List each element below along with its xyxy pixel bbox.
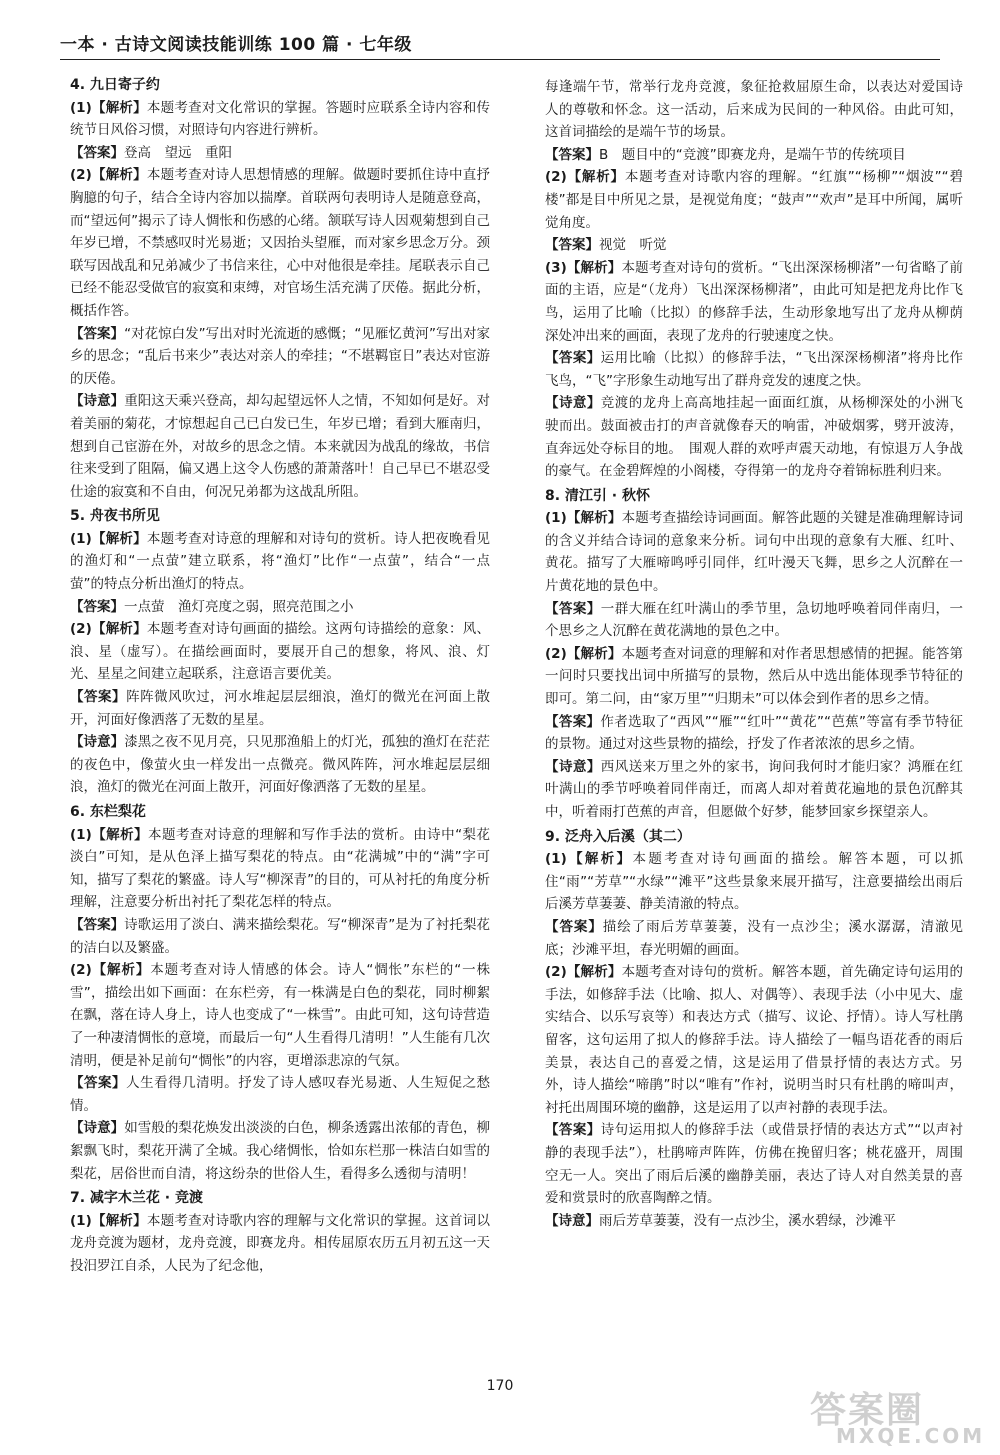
section-tag: 【答案】 bbox=[545, 146, 599, 163]
section-tag: (1)【解析】 bbox=[545, 510, 622, 527]
paragraph-text: B 题目中的“竞渡”即赛龙舟，是端午节的传统项目 bbox=[599, 146, 906, 163]
paragraph-text: 如雪般的梨花焕发出淡淡的白色，柳条透露出浓郁的青色，柳絮飘飞时，梨花开满了全城。我心绪惆怅，恰如东栏那一株洁白如雪的梨花，居俗世而自清，将这纷杂的世俗人生，看得多么透彻与清明！ bbox=[70, 1120, 491, 1182]
paragraph-text: 本题考查对文化常识的掌握。答题时应联系全诗内容和传统节日风俗习惯，对照诗句内容进行辨析。 bbox=[70, 99, 491, 139]
paragraph-text: 本题考查对词意的理解和对作者思想感情的把握。能答第一问时只要找出词中所描写的景物，然后从中选出能体现季节特征的即可。第二问，由“家万里”“归期未”可以体会到作者的思乡之情。 bbox=[545, 645, 964, 708]
paragraph-text: 本题考查对诗歌内容的理解。“红旗”“杨柳”“烟波”“碧楼”都是目中所见之景，是视觉角度；“鼓声”“欢声”是耳中所闻，属听觉角度。 bbox=[545, 169, 963, 231]
answer-paragraph bbox=[545, 1119, 963, 1209]
answer-paragraph bbox=[545, 392, 963, 482]
paragraph-text: 本题考查对诗人情感的体会。诗人“惆怅”东栏的“一株雪”，描绘出如下画面：在东栏旁，有一株满是白色的梨花，同时柳絮在飘，落在诗人身上，诗人也变成了“一株雪”。由此可知，这句诗营造了一种凄清惆怅的意境，而最后一句“人生看得几清明！”人生能有几次清明，便是补足前句“惆怅”的内容，更增添悲凉的气氛。 bbox=[70, 962, 490, 1069]
answer-paragraph bbox=[70, 390, 490, 503]
answer-paragraph bbox=[70, 323, 490, 391]
section-tag: (2)【解析】 bbox=[545, 645, 622, 662]
answer-paragraph bbox=[70, 142, 490, 165]
paragraph-text: 描绘了雨后芳草萋萋，没有一点沙尘；溪水潺潺，清澈见底；沙滩平坦，春光明媚的画面。 bbox=[545, 918, 964, 958]
paragraph-text: 一群大雁在红叶满山的季节里，急切地呼唤着同伴南归，一个思乡之人沉醉在黄花满地的景色之中。 bbox=[545, 600, 964, 640]
answer-paragraph bbox=[545, 76, 963, 144]
section-tag: (2)【解析】 bbox=[545, 169, 625, 186]
section-tag: 【诗意】 bbox=[70, 1120, 125, 1137]
answer-paragraph bbox=[70, 164, 490, 322]
paragraph-text: 登高 望远 重阳 bbox=[124, 144, 232, 161]
watermark-logo bbox=[806, 1382, 990, 1450]
answer-paragraph bbox=[70, 686, 490, 731]
paragraph-text: 重阳这天乘兴登高，却勾起望远怀人之情，不知如何是好。对着美丽的菊花，才惊想起自己已白发已生，年岁已增；看到大雁南归，想到自己宦游在外，对故乡的思念之情。本来就因为战乱的缘故，书信往来受到了阻隔，偏又遇上这令人伤感的萧萧落叶！自己早已不堪忍受仕途的寂寞和不自由，何况兄弟都为这战乱所阻。 bbox=[70, 393, 491, 500]
right-column bbox=[545, 76, 963, 1232]
section-tag: (2)【解析】 bbox=[70, 621, 147, 638]
answer-paragraph bbox=[545, 598, 963, 643]
paragraph-text: 诗句运用拟人的修辞手法（或借景抒情的表达方式”“以声衬静的表现手法”），杜鹃啼声阵阵，仿佛在挽留归客；桃花盛开，周围空无一人。突出了雨后后溪的幽静美丽，表达了诗人对自然美景的喜爱和赏景时的欣喜陶醉之情。 bbox=[545, 1122, 963, 1207]
paragraph-text: 视觉 听觉 bbox=[599, 237, 667, 254]
section-tag: 【诗意】 bbox=[545, 758, 601, 775]
running-header: 一本 · 古诗文阅读技能训练 100 篇 · 七年级 bbox=[60, 30, 940, 60]
answer-paragraph bbox=[70, 914, 490, 959]
paragraph-text: 本题考查对诗句画面的描绘。这两句诗描绘的意象：风、浪、星（虚写）。在描绘画面时，要展开自己的想象，将风、浪、灯光、星星之间建立起联系，注意语言要优美。 bbox=[70, 621, 491, 683]
answer-paragraph bbox=[545, 507, 963, 597]
answer-paragraph bbox=[70, 824, 490, 914]
watermark-url: MXQE.COM bbox=[836, 1424, 986, 1448]
answer-paragraph bbox=[545, 144, 963, 167]
section-tag: 【答案】 bbox=[545, 1122, 601, 1139]
paragraph-text: 作者选取了“西风”“雁”“红叶”“黄花”“芭蕉”等富有季节特征的景物。通过对这些景物的描绘，抒发了作者浓浓的思乡之情。 bbox=[545, 713, 963, 753]
paragraph-text: 本题考查对诗句画面的描绘。解答本题，可以抓住“雨”“芳草”“水绿”“滩平”这些景象来展开描写，注意要描绘出雨后后溪芳草萋萋、静美清澈的特点。 bbox=[545, 851, 964, 913]
section-tag: (1)【解析】 bbox=[545, 851, 633, 868]
section-tag: (2)【解析】 bbox=[545, 964, 622, 981]
answer-paragraph bbox=[545, 916, 963, 961]
section-tag: (2)【解析】 bbox=[70, 962, 151, 979]
question-title: 8. 清江引 · 秋怀 bbox=[545, 487, 650, 504]
answer-paragraph bbox=[70, 618, 490, 686]
answer-paragraph bbox=[545, 756, 963, 824]
paragraph-text: 诗歌运用了淡白、满来描绘梨花。写“柳深青”是为了衬托梨花的洁白以及繁盛。 bbox=[70, 916, 490, 956]
section-tag: 【答案】 bbox=[545, 918, 603, 935]
paragraph-text: 漆黑之夜不见月亮，只见那渔船上的灯光，孤独的渔灯在茫茫的夜色中，像萤火虫一样发出一点微亮。微风阵阵，河水堆起层层细浪，渔灯的微光在河面上散开，河面好像洒落了无数的星星。 bbox=[70, 734, 491, 796]
paragraph-text: 竞渡的龙舟上高高地挂起一面面红旗，从杨柳深处的小洲飞驶而出。鼓面被击打的声音就像春天的响雷，冲破烟雾，劈开波涛，直奔远处夺标目的地。 围观人群的欢呼声震天动地，有惊退万人争战的豪气。在金碧辉煌的小阁楼，夺得第一的龙舟夺着锦标胜利归来。 bbox=[545, 395, 964, 480]
section-tag: 【答案】 bbox=[70, 144, 124, 161]
answer-paragraph bbox=[70, 97, 490, 142]
section-tag: (1)【解析】 bbox=[70, 530, 147, 547]
paragraph-text: 本题考查对诗人思想情感的理解。做题时要抓住诗中直抒胸臆的句子，结合全诗内容加以揣摩。首联两句表明诗人是随意登高，而“望远何”揭示了诗人惆怅和伤感的心绪。颔联写诗人因观菊想到自己年岁已增，不禁感叹时光易逝；又因抬头望雁，而对家乡思念万分。颈联写因战乱和兄弟减少了书信来往，心中对他很是牵挂。尾联表示自己已经不能忍受做官的寂寞和束缚，对官场生活充满了厌倦。据此分析，概括作答。 bbox=[70, 167, 491, 319]
paragraph-text: 每逢端午节，常举行龙舟竞渡，象征抢救屈原生命，以表达对爱国诗人的尊敬和怀念。这一活动，后来成为民间的一种风俗。由此可知，这首词描绘的是端午节的场景。 bbox=[545, 79, 963, 141]
answer-paragraph bbox=[545, 234, 963, 257]
section-tag: (1)【解析】 bbox=[70, 99, 147, 116]
paragraph-text: 本题考查对诗句的赏析。解答本题，首先确定诗句运用的手法，如修辞手法（比喻、拟人、对偶等）、表现手法（小中见大、虚实结合、以乐写哀等）和表达方式（描写、议论、抒情）。诗人写杜鹃留客，这句运用了拟人的修辞手法。诗人描绘了一幅鸟语花香的雨后美景，表达自己的喜爱之情，这是运用了借景抒情的表达方式。另外，诗人描绘“啼鹃”时以“唯有”作衬，说明当时只有杜鹃的啼叫声，衬托出周围环境的幽静，这是运用了以声衬静的表现手法。 bbox=[545, 964, 964, 1116]
answer-paragraph bbox=[545, 643, 963, 711]
paragraph-text: 人生看得几清明。抒发了诗人感叹春光易逝、人生短促之愁情。 bbox=[70, 1075, 491, 1114]
section-tag: (1)【解析】 bbox=[70, 1212, 147, 1229]
answer-paragraph bbox=[70, 596, 490, 619]
paragraph-text: “对花惊白发”写出对时光流逝的感慨；“见雁忆黄河”写出对家乡的思念；“乱后书来少”表达对亲人的牵挂；“不堪羁宦日”表达对宦游的厌倦。 bbox=[70, 325, 491, 387]
section-tag: 【答案】 bbox=[545, 350, 601, 367]
section-tag: 【诗意】 bbox=[545, 1212, 599, 1229]
paragraph-text: 本题考查描绘诗词画面。解答此题的关键是准确理解诗词的含义并结合诗词的意象来分析。词句中出现的意象有大雁、红叶、黄花。描写了大雁啼鸣呼引同伴，红叶漫天飞舞，思乡之人沉醉在一片黄花地的景色中。 bbox=[545, 510, 964, 595]
section-tag: 【诗意】 bbox=[545, 395, 601, 412]
answer-paragraph bbox=[70, 959, 490, 1072]
section-tag: 【答案】 bbox=[70, 1075, 127, 1092]
section-tag: 【答案】 bbox=[70, 689, 127, 706]
paragraph-text: 本题考查对诗歌内容的理解与文化常识的掌握。这首词以龙舟竞渡为题材，龙舟竞渡，即赛龙舟。相传屈原农历五月初五这一天投汨罗江自杀，人民为了纪念他， bbox=[70, 1212, 491, 1274]
question-title: 4. 九日寄子约 bbox=[70, 77, 160, 93]
paragraph-text: 雨后芳草萋萋，没有一点沙尘，溪水碧绿，沙滩平 bbox=[599, 1212, 896, 1229]
section-tag: 【答案】 bbox=[70, 325, 125, 342]
section-tag: (1)【解析】 bbox=[70, 826, 149, 843]
question-title: 5. 舟夜书所见 bbox=[70, 508, 160, 525]
paragraph-text: 一点萤 渔灯亮度之弱，照亮范围之小 bbox=[124, 598, 354, 615]
answer-paragraph bbox=[70, 1210, 490, 1278]
question-title: 7. 减字木兰花 · 竞渡 bbox=[70, 1190, 203, 1207]
paragraph-text: 本题考查对诗意的理解和写作手法的赏析。由诗中“梨花淡白”可知，是从色泽上描写梨花的特点。由“花满城”中的“满”字可知，描写了梨花的繁盛。诗人写“柳深青”的目的，可从衬托的角度分析理解，注意要分析出衬托了梨花怎样的特点。 bbox=[70, 826, 491, 911]
answer-paragraph bbox=[545, 347, 963, 392]
question-title: 6. 东栏梨花 bbox=[70, 804, 146, 820]
paragraph-text: 阵阵微风吹过，河水堆起层层细浪，渔灯的微光在河面上散开，河面好像洒落了无数的星星。 bbox=[70, 689, 491, 728]
left-column bbox=[70, 72, 490, 1277]
paragraph-text: 本题考查对诗意的理解和对诗句的赏析。诗人把夜晚看见的渔灯和“一点萤”建立联系，将“渔灯”比作“一点萤”，结合“一点萤”的特点分析出渔灯的特点。 bbox=[70, 530, 491, 593]
page-number: 170 bbox=[486, 1378, 514, 1394]
section-tag: 【答案】 bbox=[70, 916, 125, 933]
answer-paragraph bbox=[545, 257, 963, 347]
paragraph-text: 运用比喻（比拟）的修辞手法，“飞出深深杨柳渚”将舟比作飞鸟，“飞”字形象生动地写出了群舟竞发的速度之快。 bbox=[545, 350, 963, 389]
watermark-logo-text: 答案圈 bbox=[810, 1390, 925, 1431]
section-tag: (3)【解析】 bbox=[545, 259, 622, 276]
answer-paragraph bbox=[545, 1210, 963, 1233]
paragraph-text: 西风送来万里之外的家书，询问我何时才能归家？鸿雁在红叶满山的季节呼唤着同伴南迁，而离人却对着黄花遍地的景色沉醉其中，听着雨打芭蕉的声音，但愿做个好梦，能梦回家乡探望亲人。 bbox=[545, 758, 964, 820]
answer-paragraph bbox=[70, 1117, 490, 1185]
section-tag: 【答案】 bbox=[70, 598, 124, 615]
answer-paragraph bbox=[545, 166, 963, 234]
section-tag: 【诗意】 bbox=[70, 734, 125, 751]
section-tag: 【答案】 bbox=[545, 600, 601, 617]
answer-paragraph bbox=[545, 711, 963, 756]
answer-paragraph bbox=[545, 848, 963, 916]
section-tag: 【答案】 bbox=[545, 713, 601, 730]
answer-paragraph bbox=[70, 1072, 490, 1117]
paragraph-text: 本题考查对诗句的赏析。“飞出深深杨柳渚”一句省略了前面的主语，应是“（龙舟）飞出深深杨柳渚”，由此可知是把龙舟比作飞鸟，运用了比喻（比拟）的修辞手法，生动形象地写出了龙舟从柳荫深处冲出来的画面，表现了龙舟的行驶速度之快。 bbox=[545, 259, 963, 344]
section-tag: 【诗意】 bbox=[70, 393, 125, 410]
section-tag: 【答案】 bbox=[545, 237, 599, 254]
answer-paragraph bbox=[545, 961, 963, 1119]
answer-paragraph bbox=[70, 528, 490, 596]
section-tag: (2)【解析】 bbox=[70, 167, 147, 184]
answer-paragraph bbox=[70, 731, 490, 799]
question-title: 9. 泛舟入后溪（其二） bbox=[545, 828, 691, 845]
